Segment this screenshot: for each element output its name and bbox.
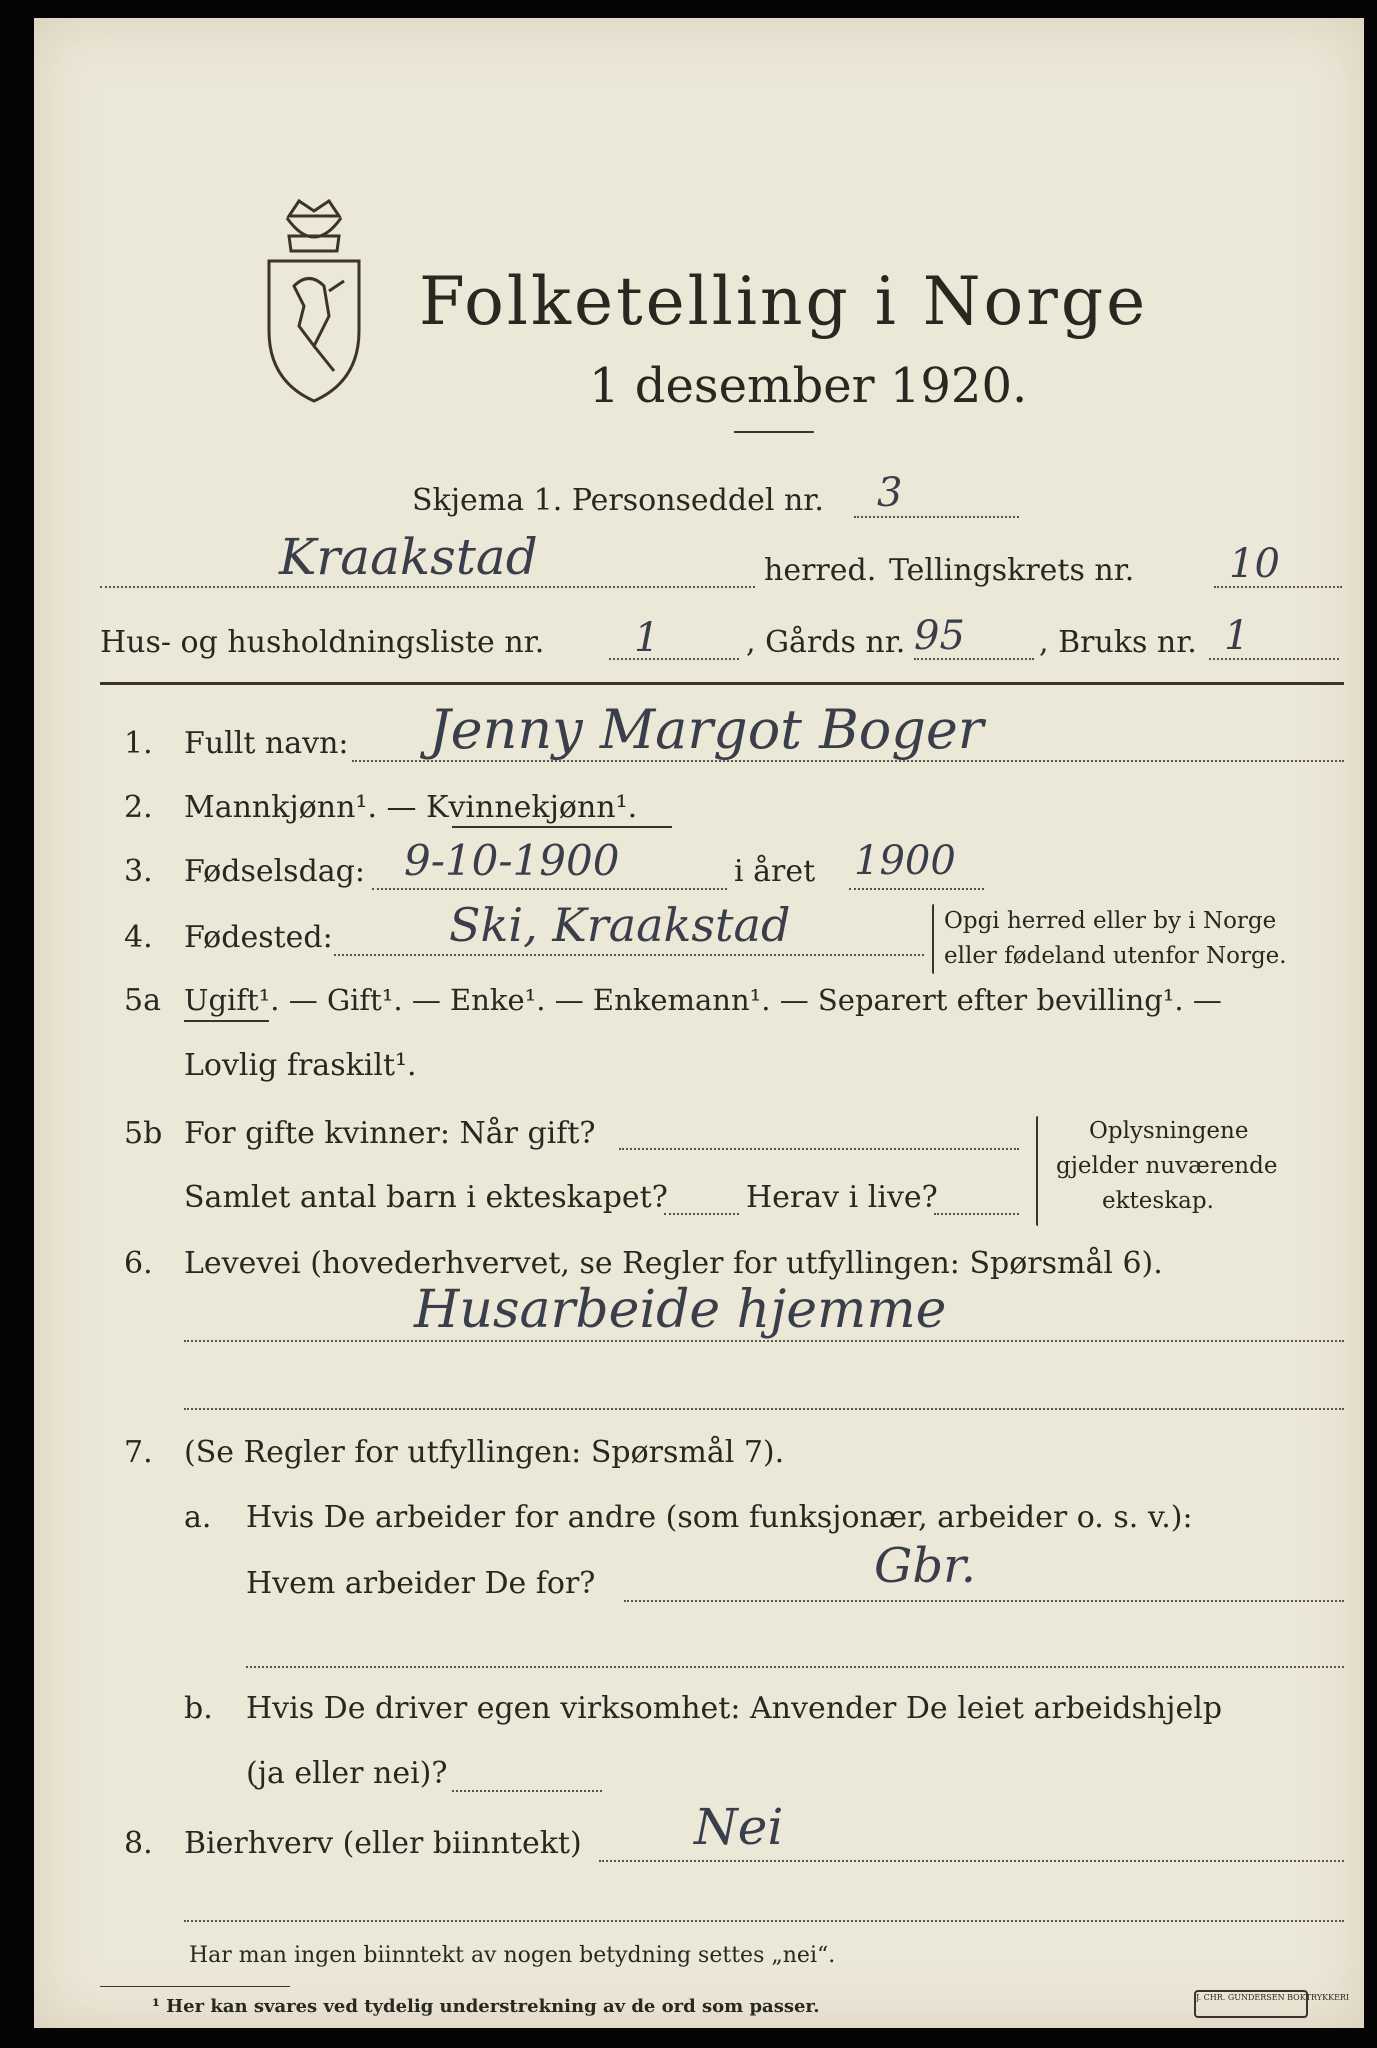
q7a-label-line2: Hvem arbeider De for? [246,1566,596,1601]
q4-field-line [334,954,924,956]
q2-label: Mannkjønn¹. — Kvinnekjønn¹. [184,790,638,825]
q5b-number: 5b [124,1116,163,1151]
personseddel-field-line [854,516,1019,518]
header-rule [100,682,1344,685]
q6-field-line2 [184,1408,1344,1410]
q5b-note-line2: gjelder nuværende [1056,1153,1278,1179]
q5b-alive-field-line [934,1213,1019,1215]
q5b-married-field-line [619,1148,1019,1150]
q4-birthplace[interactable]: Ski, Kraakstad [449,898,791,952]
footnote: ¹ Her kan svares ved tydelig understrekning av de ord som passer. [152,1996,820,2017]
q5b-brace [1036,1116,1038,1226]
q2-underline [452,826,672,828]
q6-field-line1 [184,1340,1344,1342]
q7a-employer[interactable]: Gbr. [874,1538,976,1594]
q3-birth-date[interactable]: 9-10-1900 [404,836,620,885]
q5a-label-line2: Lovlig fraskilt¹. [184,1048,417,1083]
q5b-label-line2: Samlet antal barn i ekteskapet? [184,1180,668,1215]
form-title: Folketelling i Norge [419,263,1149,340]
q5b-alive-label: Herav i live? [746,1180,938,1215]
q1-full-name[interactable]: Jenny Margot Boger [429,698,984,761]
q3-date-field-line [372,888,727,890]
gards-number[interactable]: 95 [914,613,965,659]
herred-value[interactable]: Kraakstad [279,528,538,586]
gards-label: , Gårds nr. [746,625,906,660]
q4-brace [932,904,934,974]
q7a-field-line2 [246,1666,1344,1668]
q1-label: Fullt navn: [184,726,349,761]
q3-year-label: i året [734,854,816,889]
q7b-label-line1: Hvis De driver egen virksomhet: Anvender De leiet arbeidshjelp [246,1691,1223,1726]
form-date: 1 desember 1920. [589,358,1028,414]
q3-year-field-line [849,888,984,890]
herred-field-line [100,586,755,588]
q7b-letter: b. [184,1691,213,1726]
q4-note-line1: Opgi herred eller by i Norge [944,908,1277,934]
q1-number: 1. [124,726,153,761]
household-list-number[interactable]: 1 [634,615,660,661]
q8-field-line2 [184,1920,1344,1922]
q5b-label-line1: For gifte kvinner: Når gift? [184,1116,596,1151]
census-form [34,18,1364,2028]
personseddel-number[interactable]: 3 [877,470,903,516]
q4-label: Fødested: [184,920,333,955]
title-divider [734,431,814,433]
q7-number: 7. [124,1435,153,1470]
schema-label: Skjema 1. Personseddel nr. [412,483,824,518]
q7a-letter: a. [184,1500,212,1535]
printer-stamp: J. CHR. GUNDERSEN BOKTRYKKERI [1194,1990,1308,2018]
q7a-field-line1 [624,1600,1344,1602]
herred-label: herred. [764,553,877,588]
coat-of-arms-icon [259,196,369,406]
q7-label: (Se Regler for utfyllingen: Spørsmål 7). [184,1435,785,1470]
tellingskrets-label: Tellingskrets nr. [889,553,1135,588]
q4-note-line2: eller fødeland utenfor Norge. [944,943,1287,969]
q8-field-line1 [599,1860,1344,1862]
q2-number: 2. [124,790,153,825]
q3-birth-year[interactable]: 1900 [854,838,956,884]
q4-number: 4. [124,920,153,955]
q7b-field-line [452,1790,602,1792]
q8-side-income[interactable]: Nei [694,1798,784,1856]
q5a-number: 5a [124,983,161,1018]
q3-label: Fødselsdag: [184,854,365,889]
household-list-field-line [609,658,739,660]
q3-number: 3. [124,854,153,889]
household-list-label: Hus- og husholdningsliste nr. [100,625,545,660]
bruks-label: , Bruks nr. [1039,625,1197,660]
q7a-label-line1: Hvis De arbeider for andre (som funksjonær, arbeider o. s. v.): [246,1500,1193,1535]
q7b-label-line2: (ja eller nei)? [246,1756,448,1791]
q5b-note-line1: Oplysningene [1089,1118,1249,1144]
bruks-number[interactable]: 1 [1224,613,1250,659]
q5a-underline [184,1020,269,1022]
q8-label: Bierhverv (eller biinntekt) [184,1826,582,1861]
tellingskrets-number[interactable]: 10 [1229,541,1280,587]
q5a-label-line1: Ugift¹. — Gift¹. — Enke¹. — Enkemann¹. — Separert efter bevilling¹. — [184,983,1222,1017]
side-income-note: Har man ingen biinntekt av nogen betydning settes „nei“. [189,1943,836,1968]
q5b-children-field-line [664,1213,739,1215]
q6-number: 6. [124,1246,153,1281]
q6-label: Levevei (hovederhvervet, se Regler for utfyllingen: Spørsmål 6). [184,1246,1163,1281]
q8-number: 8. [124,1826,153,1861]
q6-occupation[interactable]: Husarbeide hjemme [414,1280,947,1340]
q5b-note-line3: ekteskap. [1102,1188,1214,1214]
footnote-rule [100,1986,290,1987]
